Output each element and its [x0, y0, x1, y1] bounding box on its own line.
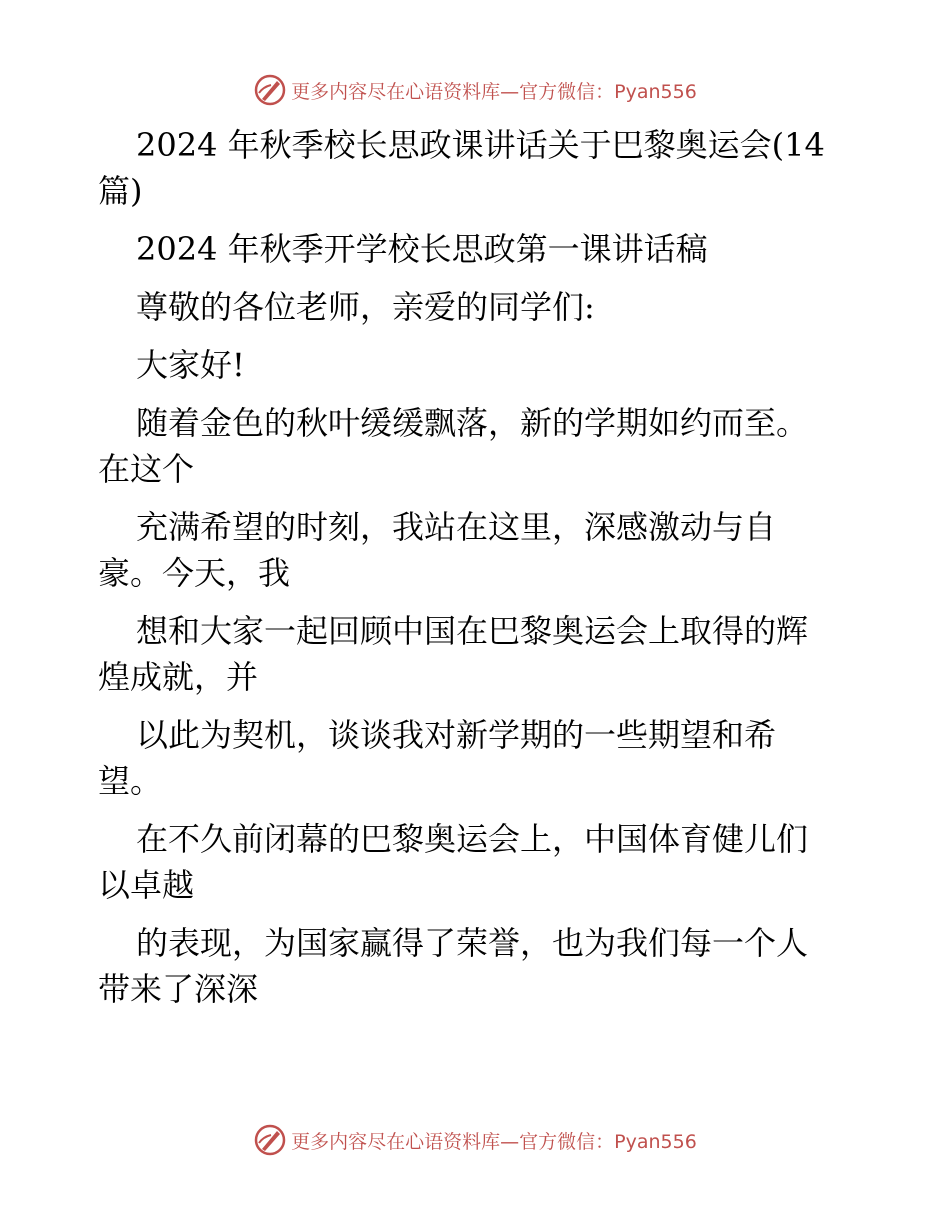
footer-banner-text: 更多内容尽在心语资料库—官方微信：Pyan556 — [291, 1130, 697, 1153]
doc-greeting: 大家好! — [136, 346, 245, 384]
doc-paragraph-line: 以此为契机，谈谈我对新学期的一些期望和希 — [136, 716, 777, 754]
doc-paragraph-line: 以卓越 — [98, 866, 195, 904]
doc-paragraph-line: 的表现，为国家赢得了荣誉，也为我们每一个人 — [136, 924, 809, 962]
doc-title-line-1: 2024 年秋季校长思政课讲话关于巴黎奥运会(14 — [136, 126, 825, 164]
header-banner-text: 更多内容尽在心语资料库—官方微信：Pyan556 — [291, 80, 697, 103]
doc-paragraph-line: 在不久前闭幕的巴黎奥运会上，中国体育健儿们 — [136, 820, 809, 858]
doc-paragraph-line: 随着金色的秋叶缓缓飘落，新的学期如约而至。 — [136, 404, 809, 442]
doc-paragraph-line: 在这个 — [98, 450, 195, 488]
header-banner — [0, 70, 950, 110]
quill-pen-logo-icon — [253, 73, 287, 107]
doc-paragraph-line: 充满希望的时刻，我站在这里，深感激动与自 — [136, 508, 777, 546]
doc-paragraph-line: 煌成就，并 — [98, 658, 259, 696]
quill-pen-logo-icon — [253, 1123, 287, 1157]
doc-paragraph-line: 望。 — [98, 762, 163, 800]
doc-salutation: 尊敬的各位老师，亲爱的同学们: — [136, 288, 595, 326]
doc-subtitle: 2024 年秋季开学校长思政第一课讲话稿 — [136, 230, 708, 268]
doc-paragraph-line: 想和大家一起回顾中国在巴黎奥运会上取得的辉 — [136, 612, 809, 650]
doc-paragraph-line: 豪。今天，我 — [98, 554, 291, 592]
document-body — [98, 122, 858, 1012]
footer-banner — [0, 1120, 950, 1160]
doc-title-line-2: 篇) — [98, 172, 143, 210]
doc-paragraph-line: 带来了深深 — [98, 970, 259, 1008]
